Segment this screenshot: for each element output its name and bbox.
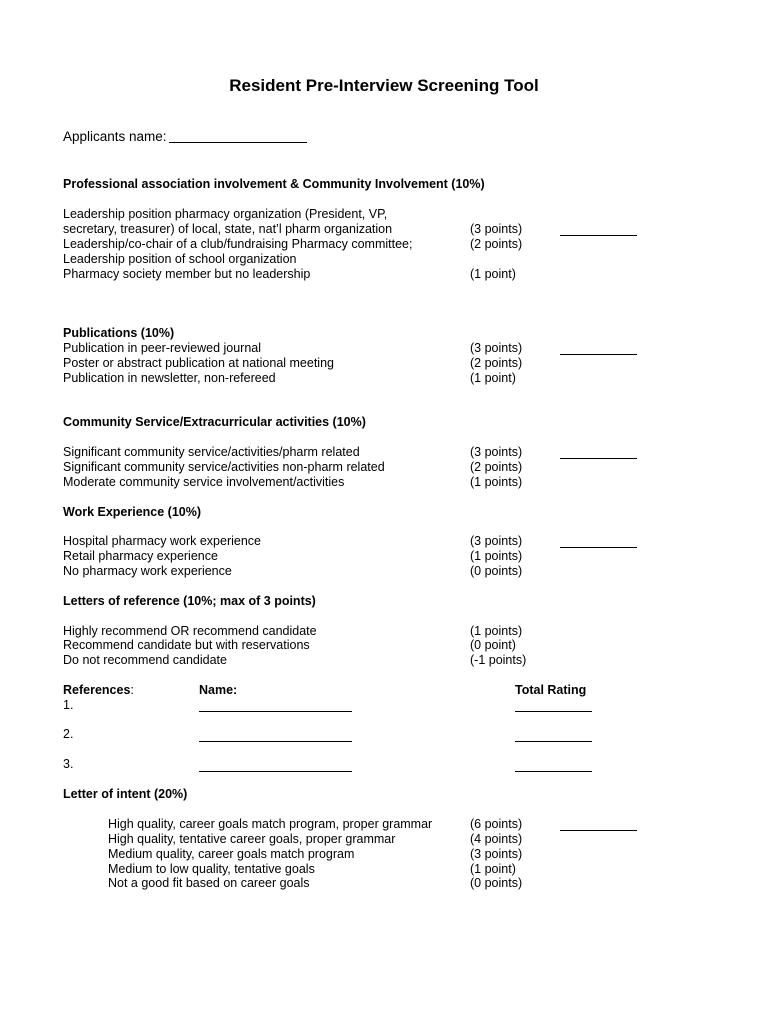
criterion-text: Publication in peer-reviewed journal <box>63 341 262 355</box>
criterion-text: Not a good fit based on career goals <box>108 876 310 890</box>
section-heading-letter-of-intent: Letter of intent (20%) <box>63 787 188 801</box>
criterion-text: Recommend candidate but with reservations <box>63 638 310 652</box>
criterion-points: (6 points) <box>470 817 523 831</box>
criterion-points: (0 point) <box>470 638 516 652</box>
applicant-name-label: Applicants name: <box>63 129 167 144</box>
criterion-points: (0 points) <box>470 564 523 578</box>
score-blank <box>560 547 637 548</box>
section-heading-publications: Publications (10%) <box>63 326 175 340</box>
criterion-points: (2 points) <box>470 460 523 474</box>
criterion-text: Moderate community service involvement/activities <box>63 475 345 489</box>
references-heading <box>63 683 134 698</box>
reference-rating-blank <box>515 741 592 742</box>
reference-rating-blank <box>515 771 592 772</box>
reference-number: 1. <box>63 698 74 712</box>
criterion-text: Poster or abstract publication at national meeting <box>63 356 334 370</box>
section-heading-work-experience: Work Experience (10%) <box>63 505 202 519</box>
criterion-points: (0 points) <box>470 876 523 890</box>
criterion-points: (1 points) <box>470 549 523 563</box>
criterion-text: Significant community service/activities non-pharm related <box>63 460 385 474</box>
score-blank <box>560 830 637 831</box>
criterion-text: Medium to low quality, tentative goals <box>108 862 315 876</box>
applicant-name-blank <box>169 142 307 143</box>
score-blank <box>560 235 637 236</box>
criterion-points: (1 points) <box>470 624 523 638</box>
criterion-points: (2 points) <box>470 356 523 370</box>
criterion-points: (3 points) <box>470 847 523 861</box>
criterion-points: (2 points) <box>470 237 523 251</box>
criterion-text: Leadership position pharmacy organization (President, VP, <box>63 207 388 221</box>
criterion-text: Retail pharmacy experience <box>63 549 218 563</box>
reference-name-blank <box>199 711 352 712</box>
section-heading-professional: Professional association involvement & Community Involvement (10%) <box>63 177 485 191</box>
reference-rating-blank <box>515 711 592 712</box>
criterion-text: Leadership/co-chair of a club/fundraising Pharmacy committee; <box>63 237 413 251</box>
page-title: Resident Pre-Interview Screening Tool <box>229 76 539 95</box>
criterion-points: (1 point) <box>470 371 516 385</box>
criterion-text: No pharmacy work experience <box>63 564 232 578</box>
criterion-text: High quality, tentative career goals, proper grammar <box>108 832 396 846</box>
criterion-points: (3 points) <box>470 222 523 236</box>
references-label: References <box>63 683 131 697</box>
reference-name-blank <box>199 771 352 772</box>
score-blank <box>560 458 637 459</box>
references-colon: : <box>130 683 134 697</box>
criterion-text: Hospital pharmacy work experience <box>63 534 262 548</box>
criterion-points: (3 points) <box>470 445 523 459</box>
criterion-points: (3 points) <box>470 341 523 355</box>
reference-name-blank <box>199 741 352 742</box>
criterion-points: (1 point) <box>470 862 516 876</box>
section-heading-community-service: Community Service/Extracurricular activities (10%) <box>63 415 366 429</box>
criterion-text: Pharmacy society member but no leadership <box>63 267 311 281</box>
criterion-text: High quality, career goals match program, proper grammar <box>108 817 433 831</box>
criterion-text: Significant community service/activities/pharm related <box>63 445 360 459</box>
criterion-text: Medium quality, career goals match program <box>108 847 355 861</box>
name-column-header: Name: <box>199 683 238 697</box>
reference-number: 3. <box>63 757 74 771</box>
criterion-points: (4 points) <box>470 832 523 846</box>
section-heading-letters-of-reference: Letters of reference (10%; max of 3 points) <box>63 594 316 608</box>
criterion-text: secretary, treasurer) of local, state, nat’l pharm organization <box>63 222 393 236</box>
criterion-text: Do not recommend candidate <box>63 653 227 667</box>
criterion-points: (1 point) <box>470 267 516 281</box>
criterion-text: Leadership position of school organization <box>63 252 297 266</box>
criterion-points: (-1 points) <box>470 653 527 667</box>
score-blank <box>560 354 637 355</box>
criterion-text: Highly recommend OR recommend candidate <box>63 624 317 638</box>
criterion-text: Publication in newsletter, non-refereed <box>63 371 276 385</box>
total-rating-header: Total Rating <box>515 683 587 697</box>
criterion-points: (3 points) <box>470 534 523 548</box>
reference-number: 2. <box>63 727 74 741</box>
criterion-points: (1 points) <box>470 475 523 489</box>
